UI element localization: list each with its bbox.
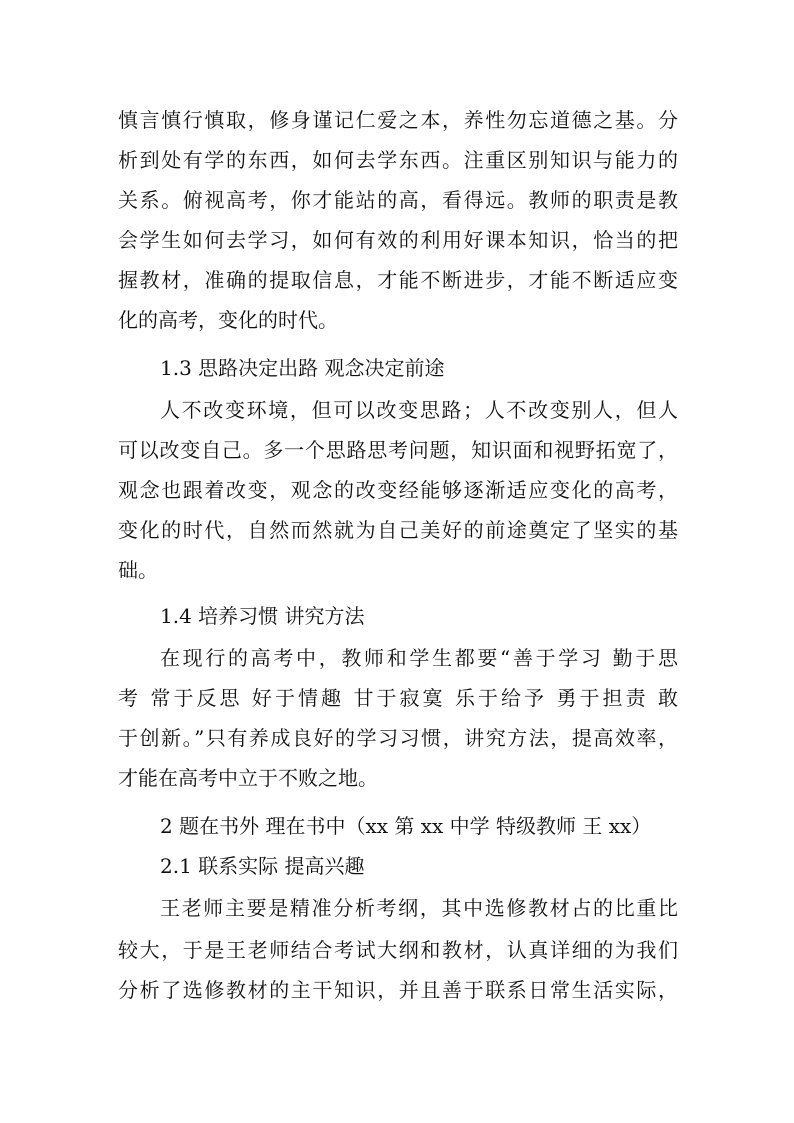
paragraph-line: 会学生如何去学习，如何有效的利用好课本知识，恰当的把: [118, 228, 678, 252]
paragraph-line: 在现行的高考中，教师和学生都要“善于学习 勤于思: [160, 646, 678, 670]
section-heading-1-3: 1.3 思路决定出路 观念决定前途: [160, 356, 445, 380]
section-heading-2-1: 2.1 联系实际 提高兴趣: [160, 854, 365, 878]
paragraph-line: 王老师主要是精准分析考纲，其中选修教材占的比重比: [160, 896, 678, 920]
paragraph-line: 析到处有学的东西，如何去学东西。注重区别知识与能力的: [118, 148, 678, 172]
section-heading-1-4: 1.4 培养习惯 讲究方法: [160, 604, 365, 628]
paragraph-line: 才能在高考中立于不败之地。: [118, 766, 378, 790]
paragraph-line: 人不改变环境，但可以改变思路；人不改变别人，但人: [160, 398, 678, 422]
paragraph-line: 观念也跟着改变，观念的改变经能够逐渐适应变化的高考，: [118, 478, 678, 502]
paragraph-line: 于创新。”只有养成良好的学习习惯，讲究方法，提高效率，: [118, 726, 678, 750]
paragraph-line: 握教材，准确的提取信息，才能不断进步，才能不断适应变: [118, 268, 678, 292]
paragraph-line: 变化的时代，自然而然就为自己美好的前途奠定了坚实的基: [118, 518, 678, 542]
paragraph-line: 较大，于是王老师结合考试大纲和教材，认真详细的为我们: [118, 938, 678, 962]
paragraph-line: 关系。俯视高考，你才能站的高，看得远。教师的职责是教: [118, 188, 678, 212]
paragraph-line: 化的高考，变化的时代。: [118, 308, 338, 332]
section-heading-2: 2 题在书外 理在书中（xx 第 xx 中学 特级教师 王 xx）: [160, 814, 652, 838]
paragraph-line: 础。: [118, 558, 158, 582]
paragraph-line: 分析了选修教材的主干知识，并且善于联系日常生活实际，: [118, 978, 678, 1002]
paragraph-line: 可以改变自己。多一个思路思考问题，知识面和视野拓宽了，: [118, 438, 678, 462]
paragraph-line: 考 常于反思 好于情趣 甘于寂寞 乐于给予 勇于担责 敢: [118, 686, 678, 710]
paragraph-line: 慎言慎行慎取，修身谨记仁爱之本，养性勿忘道德之基。分: [118, 108, 678, 132]
